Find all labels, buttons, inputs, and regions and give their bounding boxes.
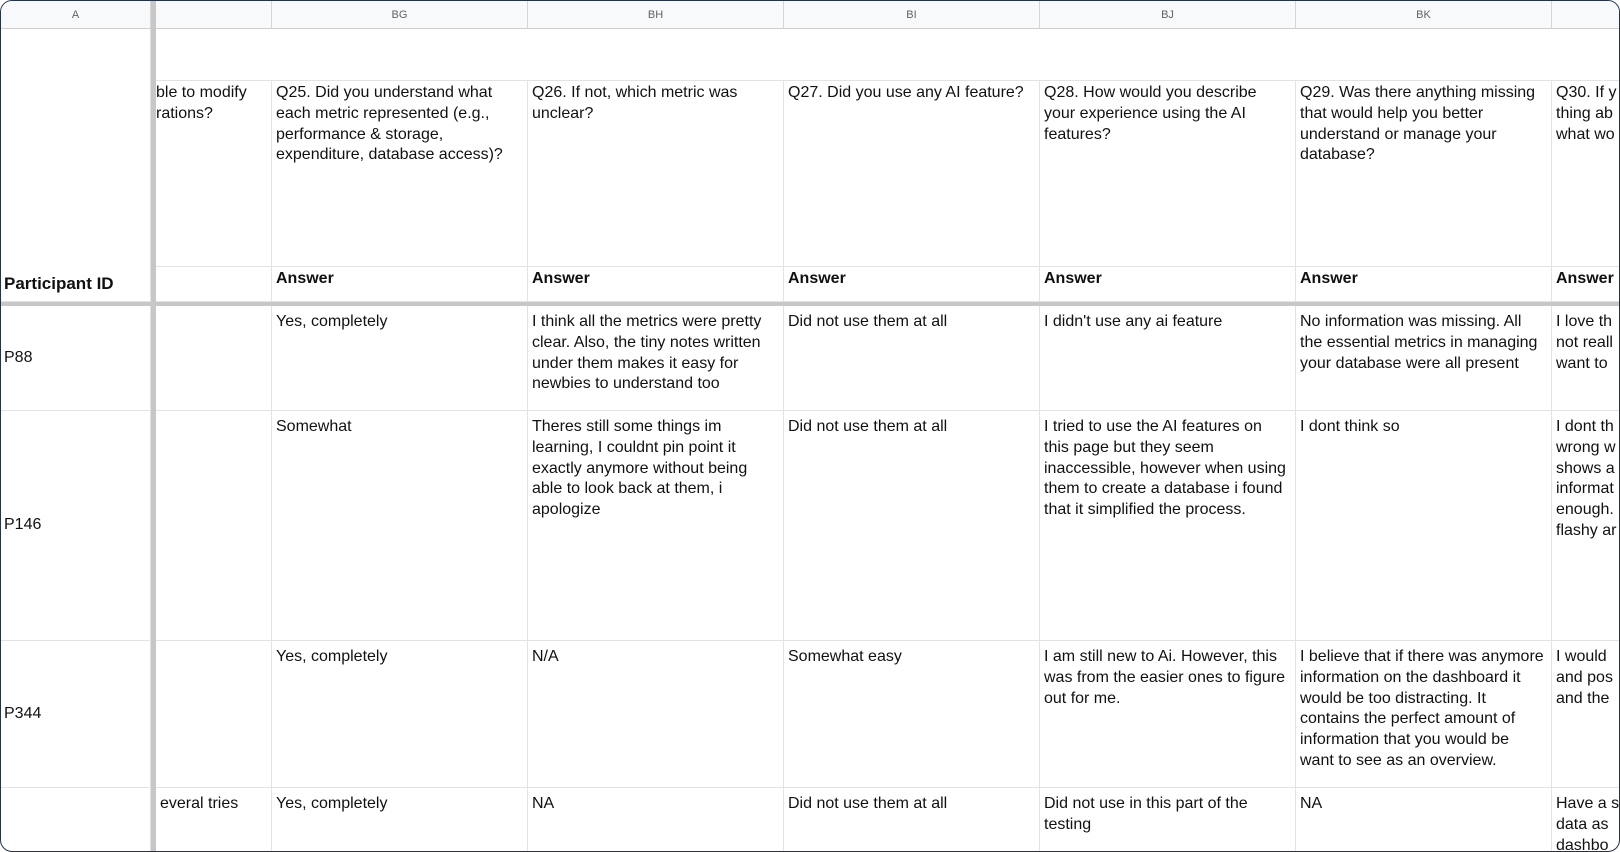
question-q26[interactable]: Q26. If not, which metric was unclear? — [528, 81, 784, 267]
answer-label-bg[interactable]: Answer — [272, 267, 528, 302]
answer-label-bh[interactable]: Answer — [528, 267, 784, 302]
answer-label-bj[interactable]: Answer — [1040, 267, 1296, 302]
data-cell-q28[interactable]: I am still new to Ai. However, this was from the easier ones to figure out for me. — [1040, 641, 1296, 788]
answer-label-bl[interactable]: Answer — [1552, 267, 1620, 302]
data-cell-partial[interactable] — [156, 411, 272, 641]
column-header-bh[interactable]: BH — [528, 1, 784, 29]
answer-label-bk[interactable]: Answer — [1296, 267, 1552, 302]
column-header-bj[interactable]: BJ — [1040, 1, 1296, 29]
data-cell-q29[interactable]: No information was missing. All the essential metrics in managing your database were all present — [1296, 306, 1552, 411]
data-cell-q25[interactable]: Somewhat — [272, 411, 528, 641]
answer-label-partial[interactable] — [156, 267, 272, 302]
question-q30-partial[interactable]: Q30. If y thing ab what wo — [1552, 81, 1620, 267]
data-cell-q25[interactable]: Yes, completely — [272, 641, 528, 788]
data-cell-q27[interactable]: Somewhat easy — [784, 641, 1040, 788]
column-header-bl[interactable] — [1552, 1, 1620, 29]
data-cell-q26[interactable]: Theres still some things im learning, I couldnt pin point it exactly anymore without being able to look back at them, i apologize — [528, 411, 784, 641]
data-cell-q28[interactable]: I didn't use any ai feature — [1040, 306, 1296, 411]
data-cell-partial[interactable]: everal tries — [156, 788, 272, 852]
question-q29[interactable]: Q29. Was there anything missing that would help you better understand or manage your database? — [1296, 81, 1552, 267]
frozen-row-divider[interactable] — [1, 302, 1620, 306]
data-cell-q30[interactable]: I dont th wrong w shows a informat enough. flashy ar — [1552, 411, 1620, 641]
data-cell-q30[interactable]: I love th not reall want to — [1552, 306, 1620, 411]
data-cell-q26[interactable]: N/A — [528, 641, 784, 788]
frozen-column-divider[interactable] — [151, 1, 156, 852]
data-cell-q29[interactable]: NA — [1296, 788, 1552, 852]
column-header-a[interactable]: A — [1, 1, 151, 29]
column-header-frozen-gap — [156, 1, 272, 29]
participant-id-header[interactable]: Participant ID — [1, 267, 151, 302]
participant-id[interactable]: P344 — [1, 641, 151, 788]
data-cell-q27[interactable]: Did not use them at all — [784, 788, 1040, 852]
question-q25[interactable]: Q25. Did you understand what each metric represented (e.g., performance & storage, expenditure, database access)? — [272, 81, 528, 267]
data-cell-q27[interactable]: Did not use them at all — [784, 306, 1040, 411]
data-cell-q26[interactable]: I think all the metrics were pretty clear. Also, the tiny notes written under them makes it easy for newbies to understand too — [528, 306, 784, 411]
data-cell-partial[interactable] — [156, 306, 272, 411]
data-cell-q29[interactable]: I dont think so — [1296, 411, 1552, 641]
column-header-bi[interactable]: BI — [784, 1, 1040, 29]
data-cell-q25[interactable]: Yes, completely — [272, 788, 528, 852]
column-header-bk[interactable]: BK — [1296, 1, 1552, 29]
question-partial[interactable]: ble to modify rations? — [156, 81, 272, 267]
cell-a2[interactable] — [1, 81, 151, 267]
question-q28[interactable]: Q28. How would you describe your experience using the AI features? — [1040, 81, 1296, 267]
data-cell-q28[interactable]: Did not use in this part of the testing — [1040, 788, 1296, 852]
participant-id[interactable]: P146 — [1, 411, 151, 641]
data-cell-q26[interactable]: NA — [528, 788, 784, 852]
data-cell-partial[interactable] — [156, 641, 272, 788]
column-header-bg[interactable]: BG — [272, 1, 528, 29]
participant-id[interactable] — [1, 788, 151, 852]
data-cell-q27[interactable]: Did not use them at all — [784, 411, 1040, 641]
data-cell-q29[interactable]: I believe that if there was anymore information on the dashboard it would be too distracting. It contains the perfect amount of information that you would be want to see as an overview. — [1296, 641, 1552, 788]
cell-a1[interactable] — [1, 29, 151, 81]
participant-id[interactable]: P88 — [1, 306, 151, 411]
question-q27[interactable]: Q27. Did you use any AI feature? — [784, 81, 1040, 267]
data-cell-q30[interactable]: Have a s data as dashbo — [1556, 795, 1620, 852]
data-cell-q30[interactable]: I would and pos and the — [1552, 641, 1620, 788]
data-cell-q25[interactable]: Yes, completely — [272, 306, 528, 411]
answer-label-bi[interactable]: Answer — [784, 267, 1040, 302]
cell-blank-row[interactable] — [156, 29, 1620, 81]
data-cell-q28[interactable]: I tried to use the AI features on this page but they seem inaccessible, however when using them to create a database i found that it simplified the process. — [1040, 411, 1296, 641]
